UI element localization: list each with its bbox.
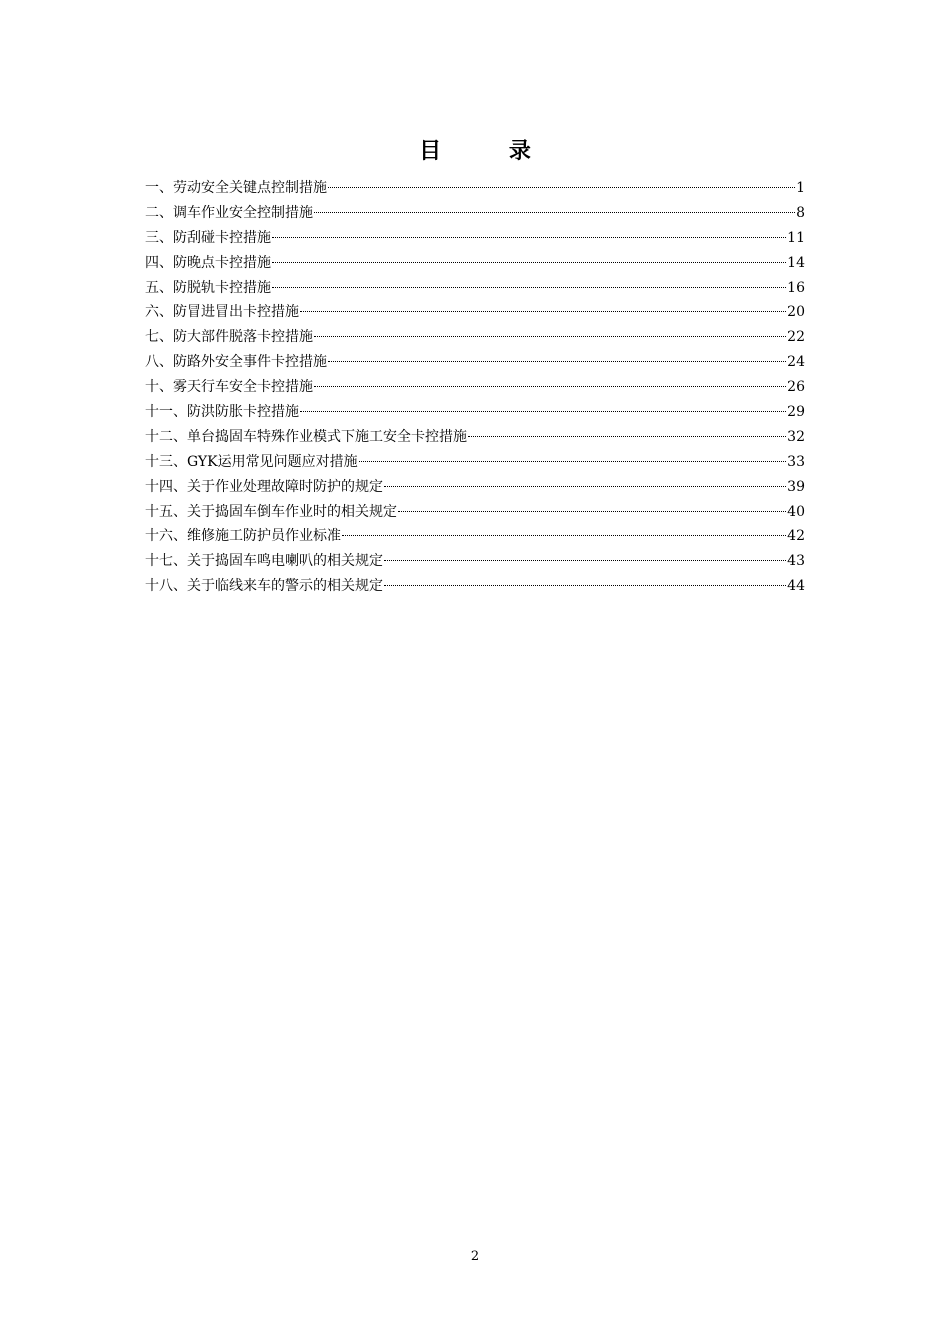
toc-entry[interactable] <box>145 300 805 325</box>
dot-leader <box>272 262 786 263</box>
toc-entry-title: 十、雾天行车安全卡控措施 <box>145 379 313 396</box>
toc-entry-title: 十二、单台捣固车特殊作业模式下施工安全卡控措施 <box>145 428 467 445</box>
toc-entry[interactable] <box>145 226 805 251</box>
toc-entry-page: 24 <box>787 354 805 371</box>
toc-entry-page: 14 <box>787 254 805 271</box>
dot-leader <box>272 287 786 288</box>
toc-entry[interactable] <box>145 425 805 450</box>
dot-leader <box>314 336 786 337</box>
toc-entry-page: 8 <box>796 204 805 221</box>
toc-entry[interactable] <box>145 251 805 276</box>
dot-leader <box>272 237 786 238</box>
toc-entry[interactable] <box>145 375 805 400</box>
toc-entry-page: 1 <box>796 180 805 196</box>
toc-entry-page: 33 <box>787 453 805 470</box>
toc-entry-title: 十七、关于捣固车鸣电喇叭的相关规定 <box>145 553 383 570</box>
toc-entry[interactable] <box>145 549 805 574</box>
toc-entry-page: 39 <box>787 478 805 495</box>
toc-entry-title: 四、防晚点卡控措施 <box>145 254 271 271</box>
dot-leader <box>300 311 786 312</box>
toc-entry[interactable] <box>145 201 805 226</box>
toc-entry-page: 20 <box>787 304 805 321</box>
toc-entry[interactable] <box>145 176 805 201</box>
page-number: 2 <box>470 1249 480 1264</box>
toc-title: 目 录 <box>419 138 561 164</box>
toc-entry[interactable] <box>145 450 805 475</box>
toc-entry-page: 44 <box>787 578 805 595</box>
toc-entry-title: 二、调车作业安全控制措施 <box>145 204 313 221</box>
toc-entry-title: 十五、关于捣固车倒车作业时的相关规定 <box>145 503 397 520</box>
dot-leader <box>300 411 786 412</box>
toc-entry[interactable] <box>145 276 805 301</box>
toc-entry-title: 一、劳动安全关键点控制措施 <box>145 180 327 196</box>
toc-entry-page: 43 <box>787 553 805 570</box>
toc-entry[interactable] <box>145 350 805 375</box>
dot-leader <box>398 511 786 512</box>
toc-entry[interactable] <box>145 524 805 549</box>
toc-entry[interactable] <box>145 400 805 425</box>
toc-entry-title: 十八、关于临线来车的警示的相关规定 <box>145 578 383 595</box>
toc-entry-title: 七、防大部件脱落卡控措施 <box>145 329 313 346</box>
dot-leader <box>328 187 795 188</box>
dot-leader <box>314 212 795 213</box>
toc-entry[interactable] <box>145 475 805 500</box>
toc-entry-page: 22 <box>787 329 805 346</box>
dot-leader <box>314 386 786 387</box>
toc-entry-title: 三、防刮碰卡控措施 <box>145 229 271 246</box>
toc-entry[interactable] <box>145 500 805 525</box>
toc-entry-title: 十四、关于作业处理故障时防护的规定 <box>145 478 383 495</box>
dot-leader <box>359 461 787 462</box>
dot-leader <box>384 560 786 561</box>
toc-entry-page: 32 <box>787 428 805 445</box>
table-of-contents <box>145 176 805 599</box>
toc-entry-title: 六、防冒进冒出卡控措施 <box>145 304 299 321</box>
toc-entry-page: 16 <box>787 279 805 296</box>
toc-entry-title: 十一、防洪防胀卡控措施 <box>145 404 299 421</box>
toc-entry-page: 40 <box>787 503 805 520</box>
toc-entry-page: 26 <box>787 379 805 396</box>
dot-leader <box>468 436 786 437</box>
dot-leader <box>328 361 786 362</box>
toc-entry-page: 11 <box>787 229 805 246</box>
dot-leader <box>384 585 786 586</box>
toc-entry-title: 十三、GYK运用常见问题应对措施 <box>145 453 358 470</box>
toc-entry-page: 42 <box>787 528 805 545</box>
dot-leader <box>342 535 786 536</box>
toc-entry-title: 五、防脱轨卡控措施 <box>145 279 271 296</box>
toc-entry-title: 十六、维修施工防护员作业标准 <box>145 528 341 545</box>
toc-entry-page: 29 <box>787 404 805 421</box>
dot-leader <box>384 486 786 487</box>
toc-entry[interactable] <box>145 325 805 350</box>
toc-entry[interactable] <box>145 574 805 599</box>
toc-entry-title: 八、防路外安全事件卡控措施 <box>145 354 327 371</box>
